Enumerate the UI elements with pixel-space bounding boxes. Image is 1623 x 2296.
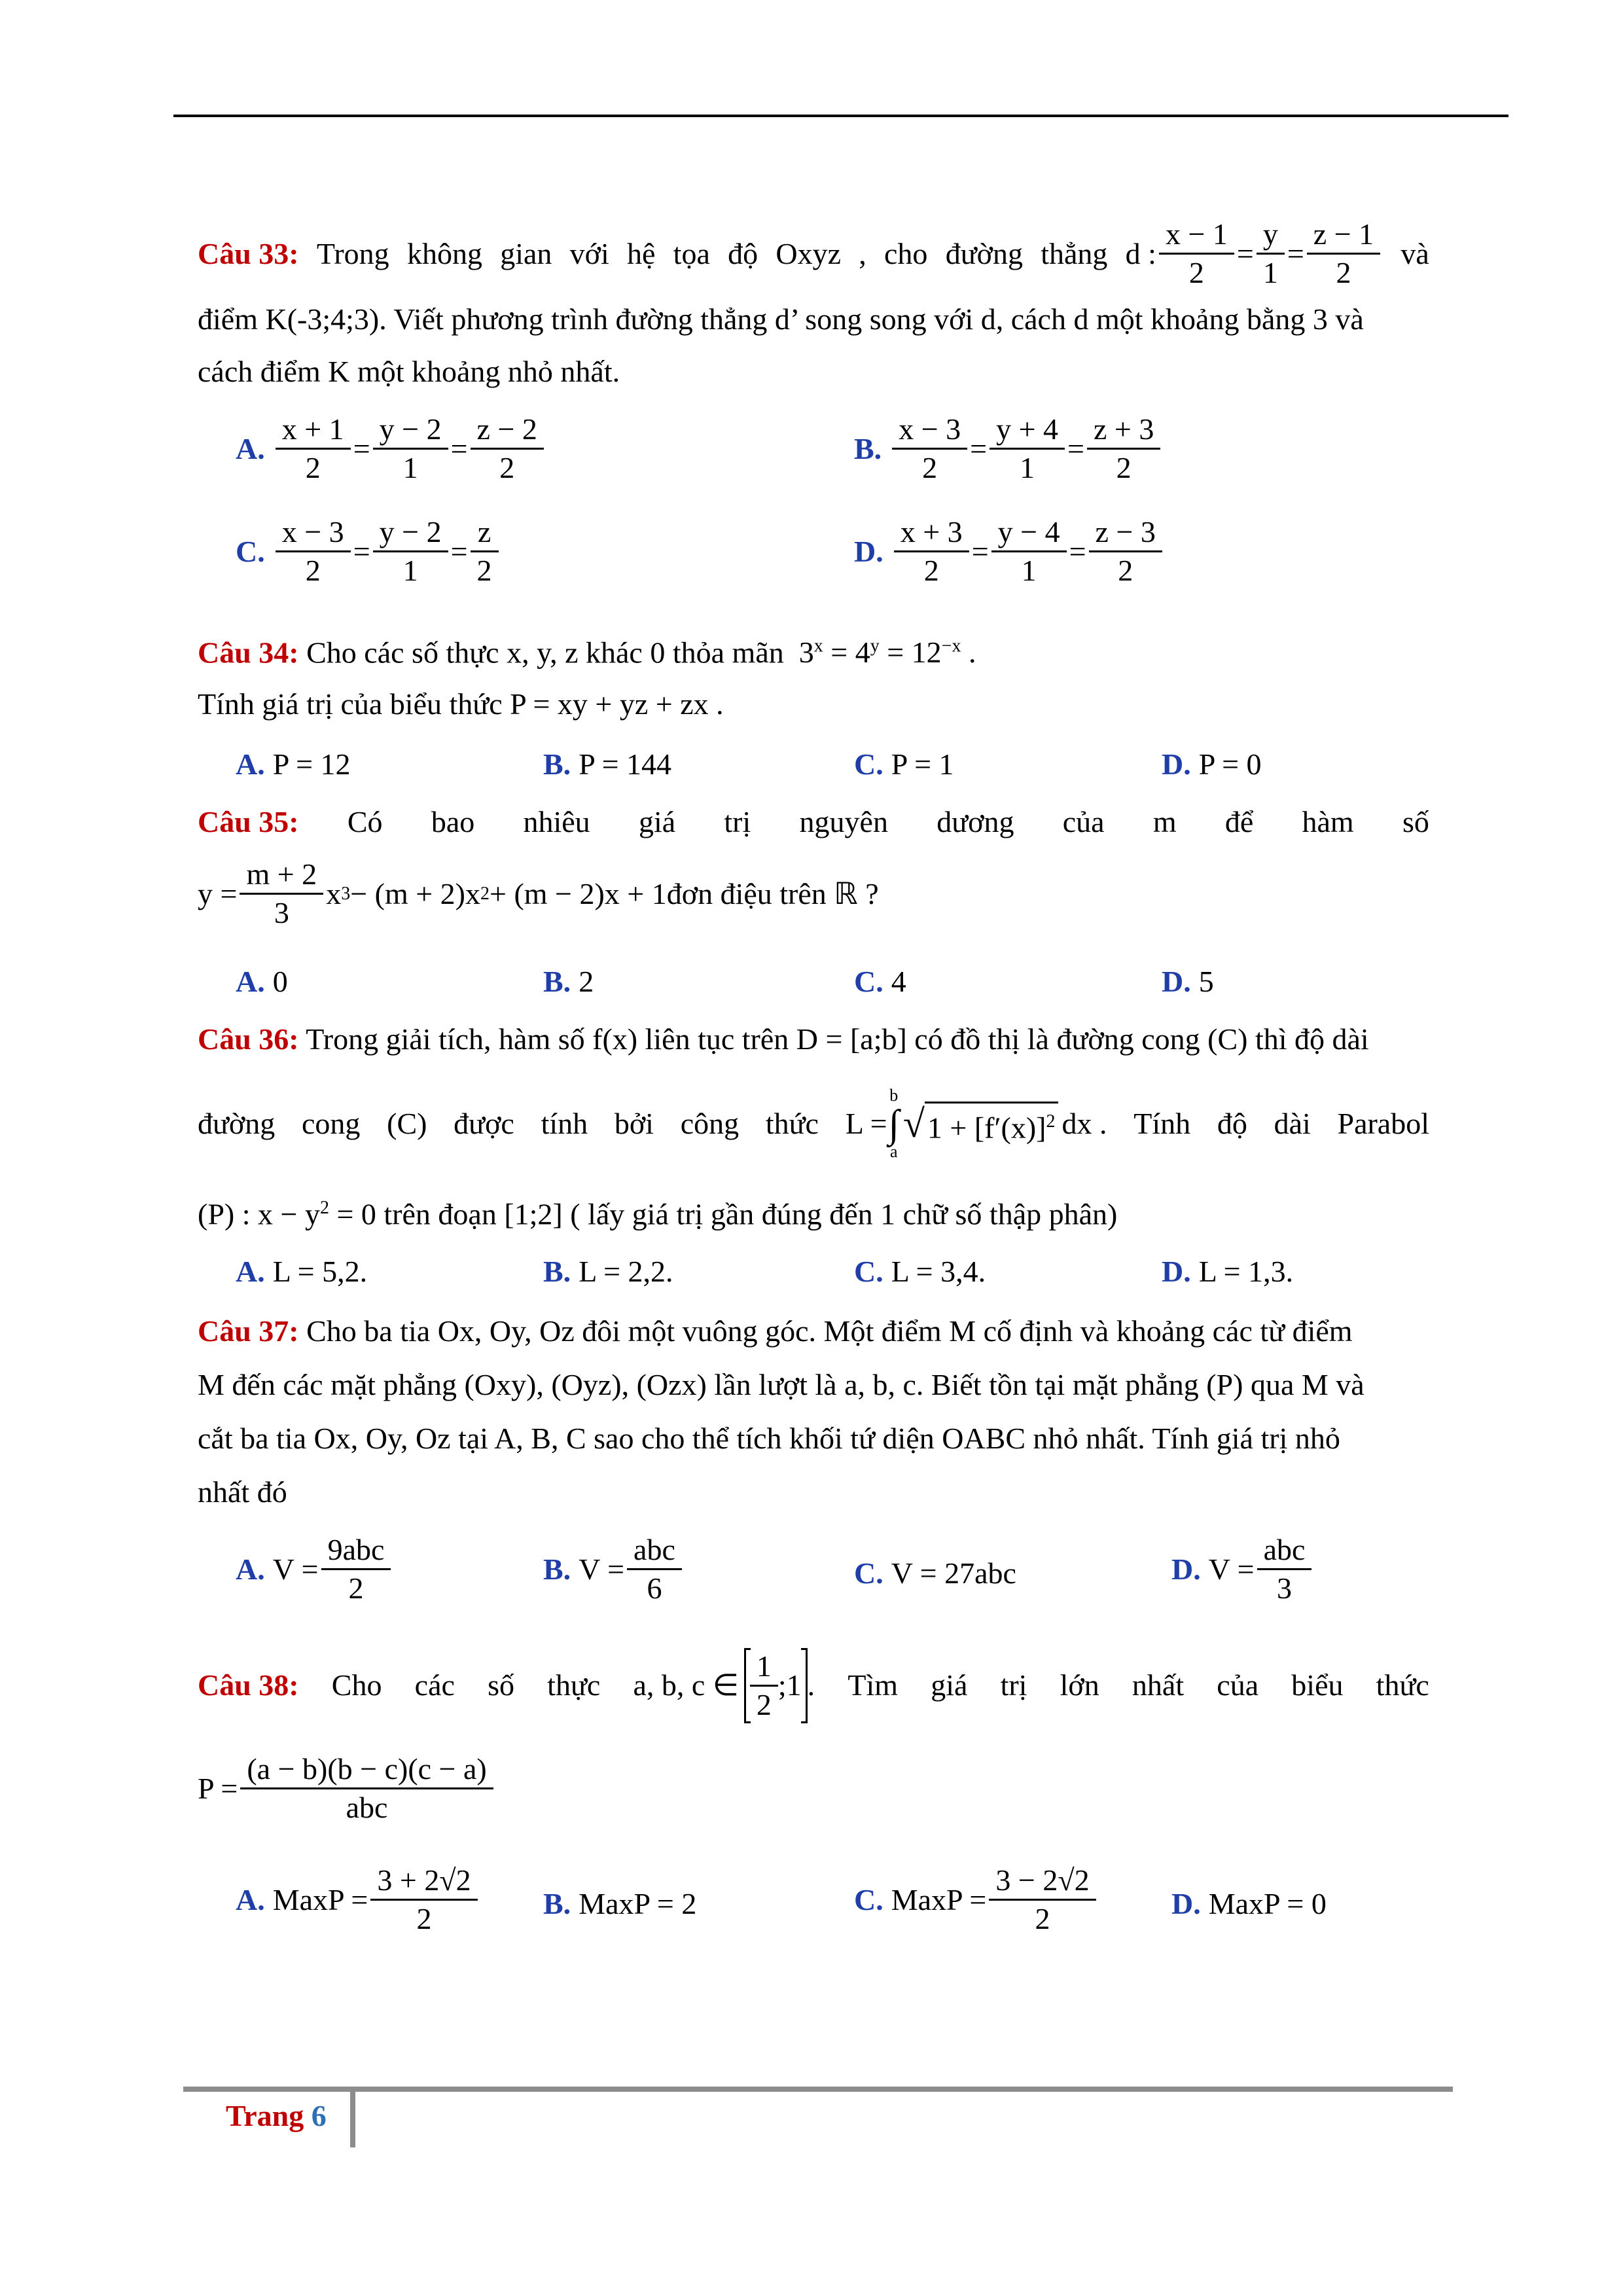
header-rule [173,115,1508,117]
q33-option-a[interactable]: A. $\frac{x + 1}{2}$ = $\frac{y - 2}{1}$ = $\frac{z - 2}{2}$ [236,411,546,486]
q34-text: Cho các số thực x, y, z khác 0 thỏa mãn [306,636,784,670]
q33-word: , [859,236,866,270]
q38-domain: a, b, c ∈ $\frac{1}{2}$ ;1 . [633,1648,815,1723]
q37-line2: M đến các mặt phẳng (Oxy), (Oyz), (Ozx) lần lượt là a, b, c. Biết tồn tại mặt phẳng (P) qua M và [198,1368,1364,1401]
q35-function: y = $\frac{m + 2}{3}$ x 3 − (m + 2)x 2 + (m − 2)x + 1 đơn điệu trên ℝ ? [198,856,879,931]
q33-option-d[interactable]: D. $\frac{x + 3}{2}$ = $\frac{y - 4}{1}$ = $\frac{z - 3}{2}$ [854,514,1165,589]
q33-word: thẳng [1041,236,1108,270]
q34-line2: Tính giá trị của biểu thức P = xy + yz + zx . [198,687,724,721]
q34-option-b[interactable]: B. P = 144 [543,747,672,781]
q35-line1: Câu 35: Có bao nhiêu giá trị nguyên dương của m để hàm số [198,804,1429,840]
q35-option-c[interactable]: C. 4 [854,965,906,998]
q33-option-b[interactable]: B. $\frac{x - 3}{2}$ = $\frac{y + 4}{1}$ = $\frac{z + 3}{2}$ [854,411,1163,486]
q33-word: d : [1125,236,1156,270]
q34-equation: $3^x = 4^y = 12^{-x}$ . [798,636,976,670]
q33-line2: điểm K(-3;4;3). Viết phương trình đường thẳng d’ song song với d, cách d một khoảng bằng 3 và [198,302,1364,336]
q33-frac-z: $\frac{z - 1}{2}$ [1307,216,1380,291]
q33-word: tọa [673,236,710,270]
footer-rule [183,2087,1453,2092]
q33-word: và [1400,236,1429,270]
option-label: A. [236,431,265,465]
q37-option-c[interactable]: C. V = 27abc [854,1556,1016,1590]
q33-frac-x: $\frac{x - 1}{2}$ [1159,216,1234,291]
footer-divider [350,2092,355,2147]
q33-word: Oxyz [776,236,842,270]
q36-option-b[interactable]: B. L = 2,2. [543,1255,673,1288]
equals: = [1236,236,1254,270]
q34-option-d[interactable]: D. P = 0 [1162,747,1262,781]
q35-option-d[interactable]: D. 5 [1162,965,1214,998]
q33-line3: cách điểm K một khoảng nhỏ nhất. [198,355,620,388]
q35-option-b[interactable]: B. 2 [543,965,594,998]
q37-label: Câu 37: [198,1314,299,1348]
q38-option-d[interactable]: D. MaxP = 0 [1171,1887,1327,1920]
q34-label: Câu 34: [198,636,299,670]
q33-word: gian [500,236,552,270]
option-label: D. [854,534,883,568]
q33-word: Trong [316,236,389,270]
q38-option-a[interactable]: A. MaxP = $\frac{3 + 2√2}{2}$ [236,1862,480,1937]
q33-line-equation [1126,216,1383,291]
q34-option-a[interactable]: A. P = 12 [236,747,351,781]
page-number: Trang 6 [226,2099,327,2132]
q35-option-a[interactable]: A. 0 [236,965,288,998]
q38-expression: P = $\frac{(a - b)(b - c)(c - a)}{\text{abc}}$ [198,1751,496,1826]
option-label: C. [236,534,265,568]
q33-word: độ [728,236,758,270]
q38-option-b[interactable]: B. MaxP = 2 [543,1887,697,1920]
q35-label: Câu 35: [198,805,299,838]
q33-word: hệ [627,236,656,270]
q33-option-c[interactable]: C. $\frac{x - 3}{2}$ = $\frac{y - 2}{1}$ = $\frac{z}{2}$ [236,514,501,589]
option-label: B. [854,431,882,465]
q34-option-c[interactable]: C. P = 1 [854,747,954,781]
q36-option-d[interactable]: D. L = 1,3. [1162,1255,1294,1288]
q33-word: cho [884,236,928,270]
q36-line1: Câu 36: Trong giải tích, hàm số f(x) liên tục trên D = [a;b] có đồ thị là đường cong (C) thì độ dài [198,1022,1369,1056]
q37-line3: cắt ba tia Ox, Oy, Oz tại A, B, C sao cho thể tích khối tứ diện OABC nhỏ nhất. Tính giá trị nhỏ [198,1422,1340,1455]
q37-line4: nhất đó [198,1475,287,1509]
q37-option-b[interactable]: B. V = $\frac{\text{abc}}{6}$ [543,1532,685,1607]
equals: = [1287,236,1304,270]
arc-length-formula: L = b ∫ a √ $1 + [f'(x)]^2$ dx . [845,1086,1107,1161]
q36-line2: đường cong (C) được tính bởi công thức L = b ∫ a √ $1 + [f'(x)]^2$ dx . Tính độ dài Parabol [198,1086,1429,1161]
q36-option-c[interactable]: C. L = 3,4. [854,1255,986,1288]
q33-label: Câu 33: [198,236,299,270]
q36-label: Câu 36: [198,1022,299,1056]
q33-word: với [569,236,609,270]
q38-label: Câu 38: [198,1668,299,1702]
q33-frac-y: $\frac{y}{1}$ [1257,216,1285,291]
q33-line1 [198,216,1429,291]
q34-line1 [198,628,976,671]
q33-word: không [406,236,482,270]
integral-sign: ∫ [888,1102,899,1145]
q36-option-a[interactable]: A. L = 5,2. [236,1255,368,1288]
q38-line1: Câu 38: Cho các số thực a, b, c ∈ $\frac{1}{2}$ ;1 . Tìm giá trị lớn nhất của biểu thức [198,1640,1429,1731]
q37-option-d[interactable]: D. V = $\frac{\text{abc}}{3}$ [1171,1532,1314,1607]
q37-line1: Câu 37: Cho ba tia Ox, Oy, Oz đôi một vuông góc. Một điểm M cố định và khoảng các từ điểm [198,1314,1353,1348]
q37-option-a[interactable]: A. V = $\frac{\text{9abc}}{2}$ [236,1532,393,1607]
q36-line3: (P) : $x - y^2 = 0$ trên đoạn [1;2] ( lấy giá trị gần đúng đến 1 chữ số thập phân) [198,1197,1118,1231]
q38-option-c[interactable]: C. MaxP = $\frac{3 - 2√2}{2}$ [854,1862,1099,1937]
q33-word: đường [945,236,1023,270]
